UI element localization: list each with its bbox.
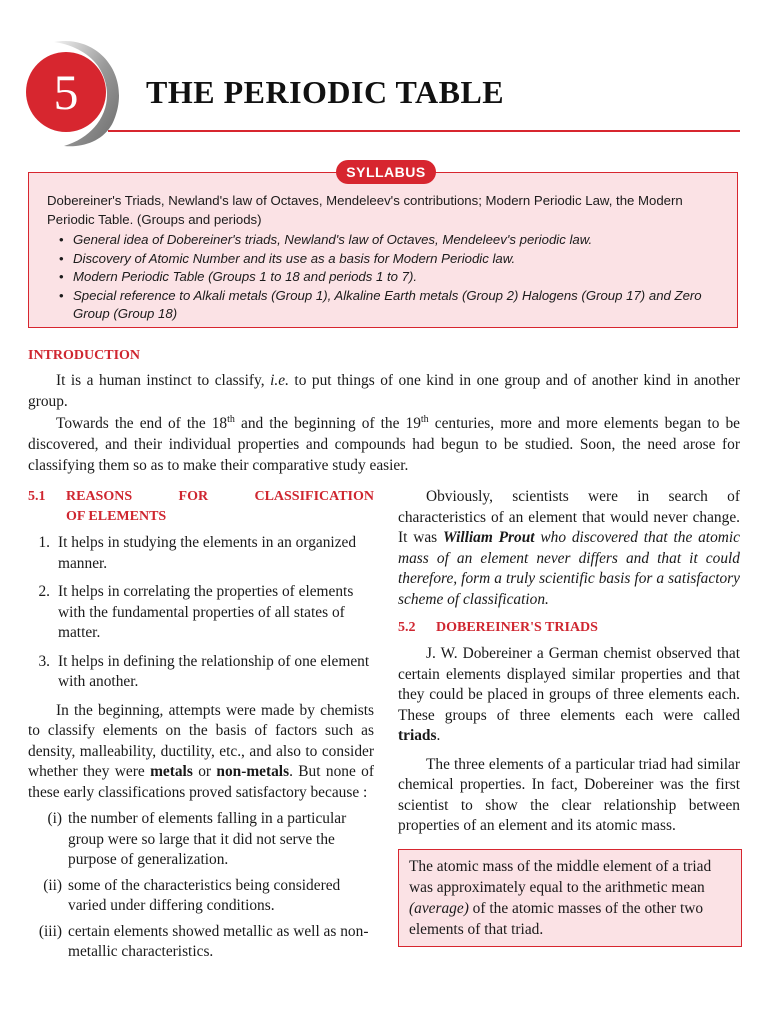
syllabus-box bbox=[28, 172, 738, 328]
syllabus-item-text: Modern Periodic Table (Groups 1 to 18 and periods 1 to 7). bbox=[73, 269, 418, 284]
prout-paragraph: Obviously, scientists were in search of characteristics of an element that would never change. It was William Prout who discovered that the atomic mass of an element never differs and that it could therefore, form a truly scientific basis for a satisfactory scheme of classification. bbox=[398, 488, 740, 608]
reasons-list bbox=[28, 533, 374, 693]
chapter-number: 5 bbox=[53, 64, 79, 120]
list-item: (ii) some of the characteristics being considered varied under differing conditions. bbox=[43, 876, 341, 914]
triad-rule-box: The atomic mass of the middle element of a triad was approximately equal to the arithmetic mean (average) of the atomic masses of the other two elements of that triad. bbox=[398, 849, 742, 947]
introduction-paragraph: Towards the end of the 18th and the beginning of the 19th centuries, more and more elements began to be discovered, and their individual properties and compounds had begun to be studied. Soon, the need arose for classifying them so as to make their comparative study easier. bbox=[28, 413, 740, 474]
list-item: (i) the number of elements falling in a particular group were so large that it did not serve the purpose of generalization. bbox=[47, 810, 347, 868]
syllabus-item-text: General idea of Dobereiner's triads, Newland's law of Octaves, Mendeleev's periodic law. bbox=[73, 232, 593, 247]
bullet-icon: • bbox=[59, 287, 64, 303]
bullet-icon: • bbox=[59, 250, 64, 266]
list-item: 3. It helps in defining the relationship of one element with another. bbox=[38, 652, 370, 690]
bullet-icon: • bbox=[59, 232, 64, 247]
syllabus-item bbox=[47, 231, 723, 250]
syllabus-item-text: Discovery of Atomic Number and its use as a basis for Modern Periodic law. bbox=[73, 250, 516, 266]
section-number: 5.1 bbox=[28, 489, 46, 504]
chapter-title: THE PERIODIC TABLE bbox=[146, 74, 505, 110]
introduction-paragraph: It is a human instinct to classify, i.e. to put things of one kind in one group and of another kind in another group. bbox=[28, 372, 740, 410]
syllabus-list bbox=[47, 231, 723, 324]
section-number: 5.2 bbox=[398, 620, 416, 635]
syllabus-item bbox=[47, 287, 723, 324]
syllabus-item bbox=[47, 250, 723, 269]
list-item: 2. It helps in correlating the properties of elements with the fundamental properties of all states of matter. bbox=[38, 583, 354, 641]
left-column bbox=[28, 487, 374, 968]
introduction-heading: INTRODUCTION bbox=[28, 348, 141, 363]
section-5-1-heading: 5.1 REASONS FOR CLASSIFICATION OF ELEMENTS bbox=[28, 487, 374, 527]
syllabus-label: SYLLABUS bbox=[336, 160, 436, 184]
failures-list bbox=[28, 809, 374, 963]
bullet-icon: • bbox=[59, 269, 64, 284]
list-item: 1. It helps in studying the elements in an organized manner. bbox=[38, 534, 357, 572]
right-column bbox=[398, 487, 740, 947]
list-item: (iii) certain elements showed metallic as well as non-metallic characteristics. bbox=[38, 922, 369, 960]
syllabus-item bbox=[47, 268, 723, 287]
triads-paragraph: The three elements of a particular triad had similar chemical properties. In fact, Dobereiner was the first scientist to show the clear relationship between properties of an element and its atomic mass. bbox=[398, 755, 740, 834]
title-rule bbox=[108, 130, 740, 132]
triads-paragraph: J. W. Dobereiner a German chemist observed that certain elements displayed similar properties and that they could be placed in groups of three elements each. These groups of three elements each were called triads. bbox=[398, 645, 740, 744]
section-5-2-heading: 5.2 DOBEREINER'S TRIADS bbox=[398, 618, 740, 638]
classification-paragraph: In the beginning, attempts were made by chemists to classify elements on the basis of factors such as density, malleability, ductility, etc., and also to consider whether they were metals or non-metals. But none of these early classifications proved satisfactory because : bbox=[28, 701, 374, 801]
syllabus-item-text: Special reference to Alkali metals (Group 1), Alkaline Earth metals (Group 2) Halogens (Group 17) and Zero Group (Group 18) bbox=[73, 287, 702, 321]
introduction-text bbox=[28, 370, 740, 477]
syllabus-summary: Dobereiner's Triads, Newland's law of Octaves, Mendeleev's contributions; Modern Periodic Law, the Modern Periodic Table. (Groups and periods) bbox=[47, 193, 683, 227]
